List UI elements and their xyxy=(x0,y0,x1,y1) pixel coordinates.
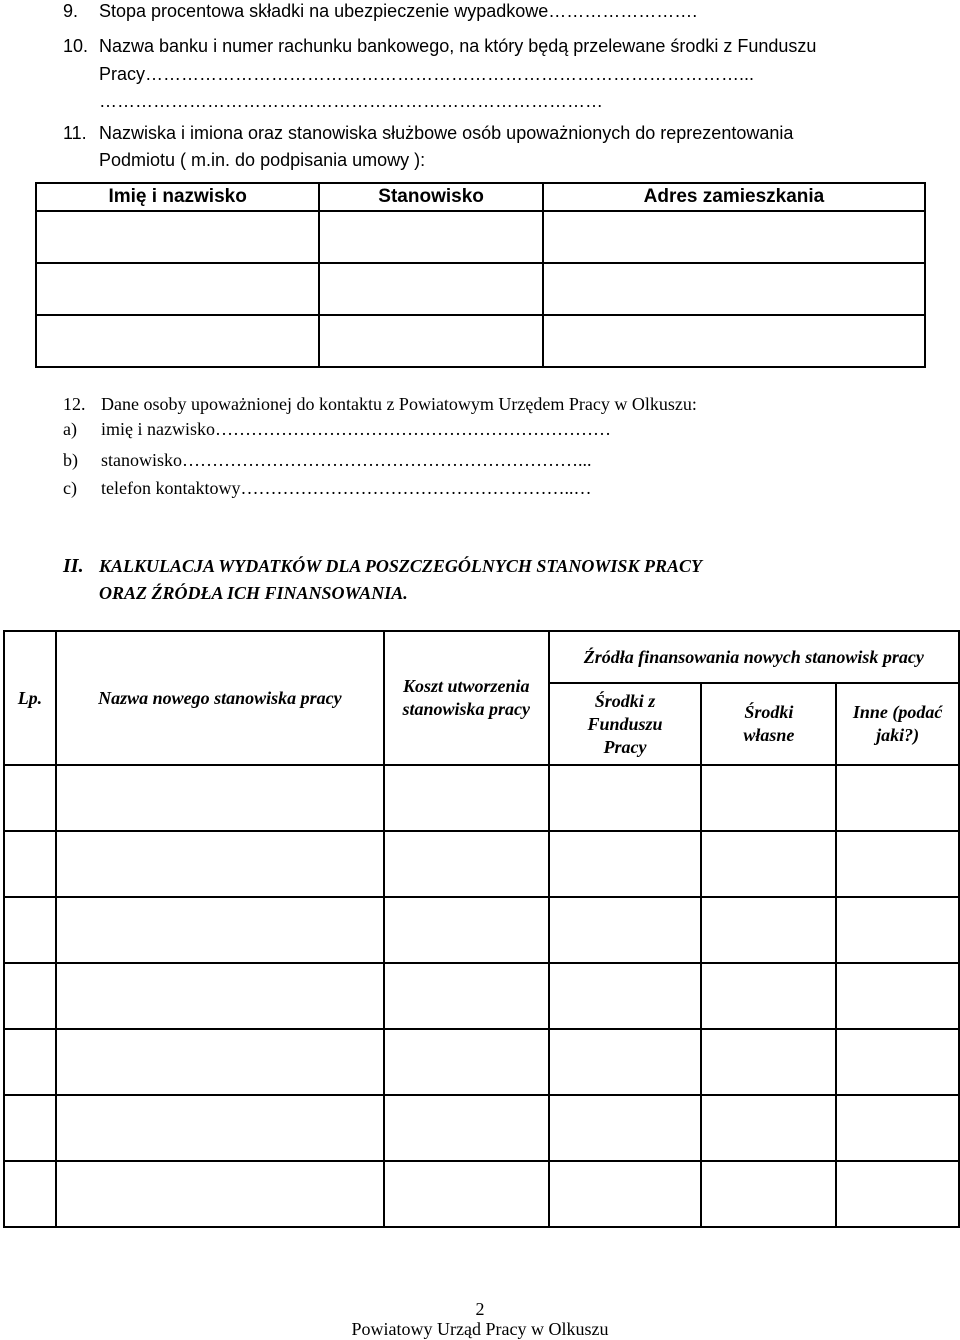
cell-own-funds[interactable] xyxy=(701,1029,836,1095)
cell-position-name[interactable] xyxy=(56,1029,384,1095)
item-12c-text: telefon kontaktowy………………………………………………..… xyxy=(101,478,592,498)
cell-position-name[interactable] xyxy=(56,1161,384,1227)
cell-name[interactable] xyxy=(36,211,319,263)
cell-lp[interactable] xyxy=(4,963,56,1029)
header-name: Imię i nazwisko xyxy=(36,183,319,211)
header-other: Inne (podać jaki?) xyxy=(836,683,959,765)
cell-cost[interactable] xyxy=(384,1095,549,1161)
item-10-line-3: ………………………………………………………………………… xyxy=(99,91,603,111)
cell-labour-fund[interactable] xyxy=(549,897,702,963)
cell-lp[interactable] xyxy=(4,1095,56,1161)
cell-lp[interactable] xyxy=(4,897,56,963)
header-labour-fund: Środki z Funduszu Pracy xyxy=(549,683,702,765)
cell-position-name[interactable] xyxy=(56,897,384,963)
cell-labour-fund[interactable] xyxy=(549,1161,702,1227)
header-cost: Koszt utworzenia stanowiska pracy xyxy=(384,631,549,765)
table-row xyxy=(36,263,925,315)
item-9-text: Stopa procentowa składki na ubezpieczenie wypadkowe……………………. xyxy=(99,1,698,21)
cell-position[interactable] xyxy=(319,315,543,367)
section-2-number: II. xyxy=(63,555,84,577)
cell-other[interactable] xyxy=(836,897,959,963)
cell-lp[interactable] xyxy=(4,1029,56,1095)
item-12c-label: c) xyxy=(63,478,77,498)
table-header-row xyxy=(36,183,925,211)
table-row xyxy=(4,831,959,897)
cell-cost[interactable] xyxy=(384,765,549,831)
cell-own-funds[interactable] xyxy=(701,831,836,897)
table-row xyxy=(36,315,925,367)
item-11-line-2: Podmiotu ( m.in. do podpisania umowy ): xyxy=(99,150,426,170)
cell-labour-fund[interactable] xyxy=(549,765,702,831)
cell-address[interactable] xyxy=(543,211,925,263)
cell-cost[interactable] xyxy=(384,831,549,897)
header-address: Adres zamieszkania xyxy=(543,183,925,211)
item-10-line-2: Pracy………………………………………………………………………………………... xyxy=(99,64,755,84)
cell-position[interactable] xyxy=(319,211,543,263)
table-row xyxy=(4,765,959,831)
table-header-row xyxy=(4,631,959,683)
cell-labour-fund[interactable] xyxy=(549,963,702,1029)
cell-position-name[interactable] xyxy=(56,1095,384,1161)
cell-other[interactable] xyxy=(836,1095,959,1161)
cell-cost[interactable] xyxy=(384,1161,549,1227)
cell-other[interactable] xyxy=(836,963,959,1029)
cell-cost[interactable] xyxy=(384,963,549,1029)
cell-cost[interactable] xyxy=(384,1029,549,1095)
item-9-number: 9. xyxy=(63,1,79,21)
cell-own-funds[interactable] xyxy=(701,765,836,831)
cell-name[interactable] xyxy=(36,315,319,367)
section-2-title-line-1: KALKULACJA WYDATKÓW DLA POSZCZEGÓLNYCH STANOWISK PRACY xyxy=(99,556,702,576)
cell-own-funds[interactable] xyxy=(701,1161,836,1227)
cell-address[interactable] xyxy=(543,315,925,367)
table-row xyxy=(36,211,925,263)
item-11-number: 11. xyxy=(63,123,87,143)
cell-other[interactable] xyxy=(836,1161,959,1227)
table-row xyxy=(4,1161,959,1227)
cell-address[interactable] xyxy=(543,263,925,315)
item-12-text: Dane osoby upoważnionej do kontaktu z Powiatowym Urzędem Pracy w Olkuszu: xyxy=(101,394,697,414)
header-position-name: Nazwa nowego stanowiska pracy xyxy=(56,631,384,765)
cost-calculation-table xyxy=(3,630,960,1228)
cell-labour-fund[interactable] xyxy=(549,831,702,897)
header-own-funds: Środki własne xyxy=(701,683,836,765)
item-12b-label: b) xyxy=(63,450,78,470)
cell-other[interactable] xyxy=(836,1029,959,1095)
item-11-line-1: Nazwiska i imiona oraz stanowiska służbowe osób upoważnionych do reprezentowania xyxy=(99,123,794,143)
footer-office: Powiatowy Urząd Pracy w Olkuszu xyxy=(351,1319,609,1339)
cell-other[interactable] xyxy=(836,765,959,831)
cell-position-name[interactable] xyxy=(56,963,384,1029)
table-row xyxy=(4,963,959,1029)
item-12a-text: imię i nazwisko………………………………………………………… xyxy=(101,419,611,439)
item-10-line-1: Nazwa banku i numer rachunku bankowego, na który będą przelewane środki z Funduszu xyxy=(99,36,817,56)
cell-lp[interactable] xyxy=(4,831,56,897)
page-number: 2 xyxy=(475,1299,485,1319)
item-12a-label: a) xyxy=(63,419,77,439)
item-12-number: 12. xyxy=(63,394,86,414)
cell-position[interactable] xyxy=(319,263,543,315)
header-lp: Lp. xyxy=(4,631,56,765)
cell-labour-fund[interactable] xyxy=(549,1029,702,1095)
cell-other[interactable] xyxy=(836,831,959,897)
cell-own-funds[interactable] xyxy=(701,1095,836,1161)
cell-labour-fund[interactable] xyxy=(549,1095,702,1161)
cell-lp[interactable] xyxy=(4,765,56,831)
table-row xyxy=(4,897,959,963)
cell-cost[interactable] xyxy=(384,897,549,963)
table-row xyxy=(4,1095,959,1161)
item-9 xyxy=(63,0,698,22)
section-2-title-line-2: ORAZ ŹRÓDŁA ICH FINANSOWANIA. xyxy=(99,583,408,603)
cell-own-funds[interactable] xyxy=(701,897,836,963)
cell-name[interactable] xyxy=(36,263,319,315)
cell-own-funds[interactable] xyxy=(701,963,836,1029)
representatives-table xyxy=(35,182,926,368)
item-12b-text: stanowisko…………………………………………………………... xyxy=(101,450,592,470)
cell-position-name[interactable] xyxy=(56,765,384,831)
item-10-number: 10. xyxy=(63,36,89,56)
cell-lp[interactable] xyxy=(4,1161,56,1227)
header-funding-sources: Źródła finansowania nowych stanowisk pracy xyxy=(549,631,959,683)
cell-position-name[interactable] xyxy=(56,831,384,897)
table-row xyxy=(4,1029,959,1095)
header-position: Stanowisko xyxy=(319,183,543,211)
